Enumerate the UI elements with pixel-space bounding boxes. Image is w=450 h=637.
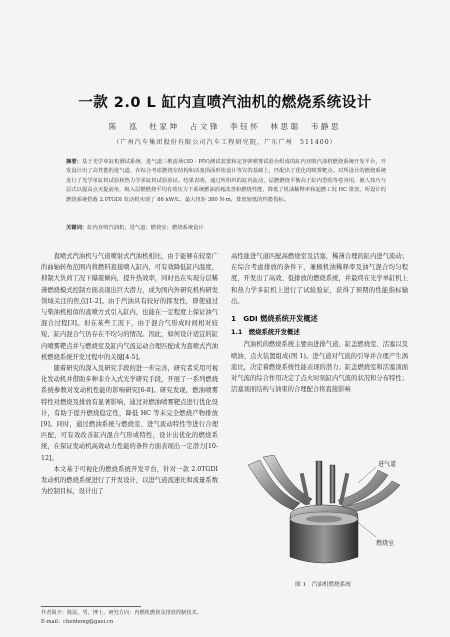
abstract-label: 摘要： bbox=[66, 159, 83, 165]
footnote bbox=[41, 609, 411, 627]
keywords-label: 关键词： bbox=[66, 225, 88, 231]
combustion-chamber-label: 燃烧室 bbox=[376, 540, 395, 547]
paper-title: 一款 2.0 L 缸内直喷汽油机的燃烧系统设计 bbox=[78, 95, 372, 111]
intake-port-label: 进气道 bbox=[378, 461, 397, 468]
left-column bbox=[41, 251, 218, 497]
paragraph: 直喷式汽油机与气道喷射式汽油机相比，由于能够在较宽广的曲轴转角范围内将燃料直接喷入缸内，可有效降低缸内温度，抑制大负荷工况下爆震倾向，提升热效率，同时也在实现分层稀薄燃烧模式控制方面表现出巨大潜力，成为国内外研究机构研发领域关注的焦点[1-2]。由于汽油具有较好的挥发性，即使通过与柴油机相似的直喷方式引入缸内，也能在一定程度上保证油气混合过程[3]。但在某些工况下，由于混合气形成时间相对较短，缸内混合气仍存在不均匀的情况。因此，如何设计适宜的缸内喷雾靶点并与燃烧室及缸内气流运动合理匹配成为直喷式汽油机燃烧系统开发过程中的关键[4-5]。 bbox=[41, 253, 218, 361]
paragraph: 随着研究的深入及研究手段的进一步完善，研究者采用可视化发动机并借助多种非介入式光学研究手段，开展了一系列燃烧系统参数对发动机性能的影响研究[6-8]。研究发现，燃油喷雾特性对燃烧及排放有显著影响，通过对燃油喷雾靶点进行优化设计，有助于提升燃烧稳定性，降低 HC 等未完全燃烧产物排放[9]。同时，通过燃油系统与燃烧室、进气流动特性等进行合理匹配，可有效改善缸内混合气形成特性，设计出优化的燃烧系统，在保证发动机高效动力性能的条件方面表现出一定潜力[10-12]。 bbox=[41, 365, 218, 462]
affiliation: （广州汽车集团股份有限公司汽车工程研究院，广东广州 511400） bbox=[113, 139, 337, 146]
paragraph: 高性能进气道匹配高燃烧室及活塞，稀薄合理的缸内进气流动；在综合考虑排放的条件下，兼顾机油稀释率及油气混合均匀程度，开发出了高效、低排放的燃烧系统，并最终在光学单缸机上和热力学多缸机上进行了试验验证，获得了预期的性能指标输出。 bbox=[231, 253, 408, 305]
abstract bbox=[66, 158, 386, 205]
abstract-text: 基于光学单缸机测试系统、进气道三维流场(3D - PIV)测试装置和定容弹喷雾试验台组成的缸内直喷汽油机燃烧系统开发平台，开发设计出了高性能的进气道，在综合考虑燃烧室结构和活塞顶面形状设计等宣的基础上，匹配出了优化的喷雾靶点。对所设计的燃烧系统进行了光学单缸机试验和热力学多缸机试验验证。结果表明，通过所组织的缸内流动，层燃燃烧平衡高于缸内型的等卷容用，被人技巧与层式以提高点火提前角，吸入层燃燃烧平均有效压力下系统燃油消耗改善和燃烧性能，降低了机油稀释率和起燃工况 HC 排放。所设计的燃烧系统搭载 2.0TGDI 发动机实现了 86 kW/L，最大扭矩 380 N·m，排放较低的性能指标。 bbox=[66, 159, 386, 203]
section-heading: 1 GDI 燃烧系统开发概述 bbox=[231, 314, 318, 324]
author-list: 陈 泓 杜家坤 占文锋 李钰怀 林思聪 韦静思 bbox=[108, 122, 342, 131]
author-email: E-mail：chenhong@gaei.cn bbox=[41, 619, 114, 625]
right-column bbox=[231, 251, 408, 395]
engine-illustration bbox=[238, 455, 408, 575]
author-bio: 作者简介：陈泓，男，博士，研究方向：内燃机燃烧及排放控制技术。 bbox=[41, 610, 202, 616]
subsection-heading: 1.1 燃烧系统开发概述 bbox=[231, 328, 300, 337]
paragraph: 本文基于可视化的燃烧系统开发平台，针对一款 2.0TGDI 发动机的燃烧系统进行了开发设计，以进气道流速比和流量系数为控制目标，设计出了 bbox=[41, 465, 218, 496]
paragraph: 汽油机的燃烧系统主要由进排气道、缸盖燃烧室、活塞以及喷油、点火装置组成(图 1)。进气道对气流的引导并合理产生涡流比，决定着燃烧系统性能表现的潜力；缸盖燃烧室和活塞顶面对气流的综合作用决定了点火时刻缸内气流的状况和分布特性；活塞顶面结构与油束的合理配合将直接影响 bbox=[231, 341, 408, 394]
keywords-text: 缸内直喷汽油机；进气道；燃烧室；燃烧系统设计 bbox=[87, 225, 204, 231]
keywords bbox=[66, 224, 386, 233]
engine-combustion-figure bbox=[238, 455, 408, 575]
figure-caption: 图 1 汽油机燃烧系统 bbox=[295, 582, 351, 588]
footnote-divider bbox=[41, 606, 141, 607]
